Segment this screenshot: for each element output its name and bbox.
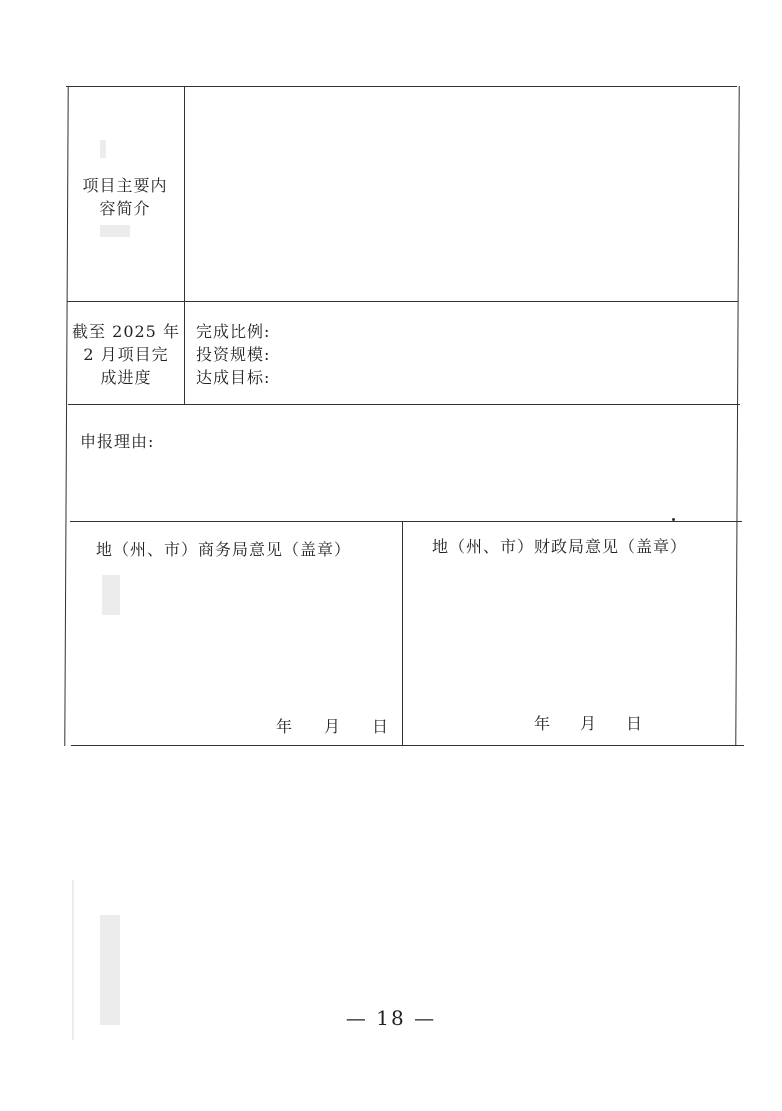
table-border-right (735, 86, 740, 746)
row-divider-1 (67, 301, 738, 302)
date-year: 年 (534, 714, 551, 733)
page-number: — 18 — (345, 1006, 437, 1030)
ink-dot (672, 518, 675, 521)
project-summary-label-line1: 项目主要内 (82, 176, 168, 195)
commerce-bureau-opinion-label: 地（州、市）商务局意见（盖章） (96, 540, 352, 559)
project-summary-label-line2: 容简介 (99, 199, 151, 218)
completion-ratio-field: 完成比例: (196, 322, 271, 341)
row-divider-3 (70, 521, 742, 522)
progress-label-line2: 2 月项目完 (83, 345, 169, 364)
date-month: 月 (580, 714, 597, 733)
date-day: 日 (626, 714, 643, 733)
target-achieved-field: 达成目标: (196, 368, 271, 387)
date-day: 日 (372, 717, 389, 736)
scan-artifact (100, 225, 130, 237)
finance-date (534, 711, 642, 734)
row-divider-2 (68, 404, 740, 405)
finance-bureau-opinion-label: 地（州、市）财政局意见（盖章） (432, 537, 688, 556)
table-border-bottom (71, 745, 744, 746)
progress-label-line1: 截至 2025 年 (72, 322, 180, 341)
table-border-top (66, 86, 737, 87)
opinion-column-divider (402, 521, 403, 746)
scan-artifact (102, 575, 120, 615)
project-summary-label (66, 174, 184, 220)
date-year: 年 (276, 717, 293, 736)
scan-artifact (100, 140, 106, 158)
commerce-date (276, 714, 388, 737)
investment-scale-field: 投资规模: (196, 345, 271, 364)
date-month: 月 (324, 717, 341, 736)
progress-label-line3: 成进度 (100, 368, 152, 387)
progress-label (67, 320, 185, 389)
application-reason-label: 申报理由: (80, 432, 155, 451)
